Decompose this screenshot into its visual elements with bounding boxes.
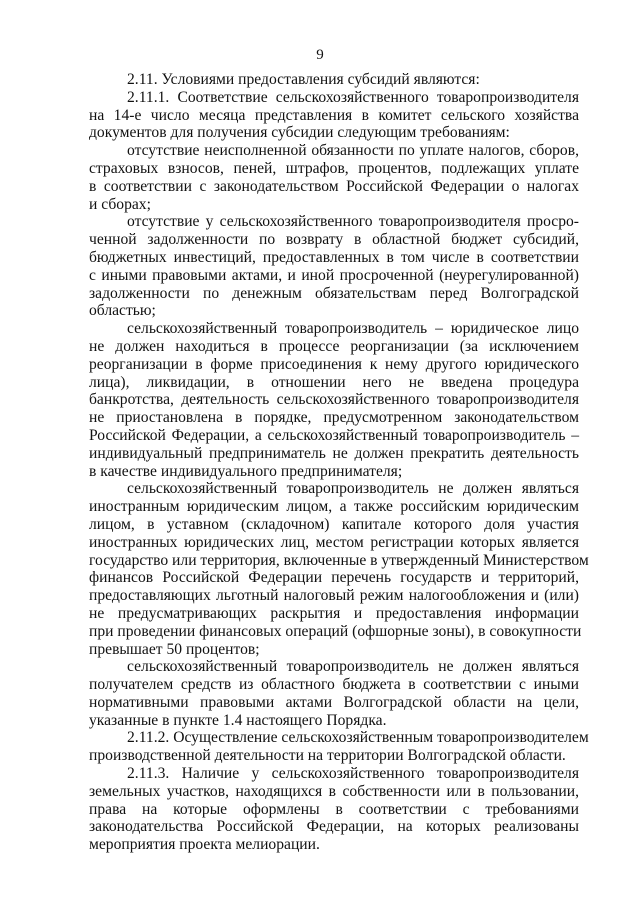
text-line: сельскохозяйственный товаропроизводитель – юридическое лицо bbox=[127, 320, 579, 338]
text-line: банкротства, деятельность сельскохозяйственного товаропроизводителя bbox=[89, 391, 579, 409]
text-line: 2.11.2. Осуществление сельскохозяйственным товаропроизводителем bbox=[127, 729, 589, 747]
text-line: с иными правовыми актами, и иной просроченной (неурегулированной) bbox=[89, 266, 579, 284]
text-line: лица), ликвидации, в отношении него не введена процедура bbox=[89, 373, 579, 391]
text-line: сельскохозяйственный товаропроизводитель не должен являться bbox=[127, 480, 579, 498]
text-line: превышает 50 процентов; bbox=[89, 640, 260, 658]
text-line: при проведении финансовых операций (офшорные зоны), в совокупности bbox=[89, 622, 582, 640]
document-body bbox=[89, 71, 589, 854]
text-line: документов для получения субсидии следующим требованиям: bbox=[89, 124, 510, 142]
text-line: производственной деятельности на территории Волгоградской области. bbox=[89, 747, 566, 765]
text-line: на 14-е число месяца представления в комитет сельского хозяйства bbox=[89, 106, 579, 124]
text-line: отсутствие неисполненной обязанности по уплате налогов, сборов, bbox=[127, 142, 579, 160]
text-line: лицом, в уставном (складочном) капитале которого доля участия bbox=[89, 515, 579, 533]
text-line: получателем средств из областного бюджета в соответствии с иными bbox=[89, 676, 579, 694]
text-line: земельных участков, находящихся в собственности или в пользовании, bbox=[89, 782, 579, 800]
text-line: финансов Российской Федерации перечень государств и территорий, bbox=[89, 569, 579, 587]
text-line: законодательства Российской Федерации, на которых реализованы bbox=[89, 818, 579, 836]
text-line: государство или территория, включенные в утвержденный Министерством bbox=[89, 551, 589, 569]
text-line: Российской Федерации, а сельскохозяйственный товаропроизводитель – bbox=[89, 426, 579, 444]
text-line: сельскохозяйственный товаропроизводитель не должен являться bbox=[127, 658, 579, 676]
text-line: индивидуальный предприниматель не должен прекратить деятельность bbox=[89, 444, 579, 462]
text-line: нормативными правовыми актами Волгоградской области на цели, bbox=[89, 693, 579, 711]
text-line: реорганизации в форме присоединения к нему другого юридического bbox=[89, 355, 579, 373]
text-line: указанные в пункте 1.4 настоящего Порядка. bbox=[89, 711, 387, 729]
text-line: мероприятия проекта мелиорации. bbox=[89, 836, 320, 854]
text-line: иностранных юридических лиц, местом регистрации которых является bbox=[89, 533, 579, 551]
text-line: ченной задолженности по возврату в областной бюджет субсидий, bbox=[89, 231, 579, 249]
text-line: страховых взносов, пеней, штрафов, процентов, подлежащих уплате bbox=[89, 159, 579, 177]
text-line: не приостановлена в порядке, предусмотренном законодательством bbox=[89, 409, 579, 427]
text-line: бюджетных инвестиций, предоставленных в том числе в соответствии bbox=[89, 248, 579, 266]
text-line: не предусматривающих раскрытия и предоставления информации bbox=[89, 604, 579, 622]
text-line: 2.11. Условиями предоставления субсидий являются: bbox=[127, 71, 480, 88]
text-line: 2.11.3. Наличие у сельскохозяйственного товаропроизводителя bbox=[127, 765, 579, 783]
text-line: в соответствии с законодательством Российской Федерации о налогах bbox=[89, 177, 579, 195]
text-line: отсутствие у сельскохозяйственного товаропроизводителя просро- bbox=[127, 213, 579, 231]
text-line: 2.11.1. Соответствие сельскохозяйственного товаропроизводителя bbox=[127, 88, 579, 106]
text-line: права на которые оформлены в соответствии с требованиями bbox=[89, 800, 579, 818]
text-line: областью; bbox=[89, 302, 156, 320]
text-line: в качестве индивидуального предпринимателя; bbox=[89, 462, 403, 480]
text-line: предоставляющих льготный налоговый режим налогообложения и (или) bbox=[89, 587, 579, 605]
text-line: не должен находиться в процессе реорганизации (за исключением bbox=[89, 337, 579, 355]
page-number: 9 bbox=[316, 47, 324, 63]
text-line: и сборах; bbox=[89, 195, 151, 213]
text-line: иностранным юридическим лицом, а также российским юридическим bbox=[89, 498, 579, 516]
text-line: задолженности по денежным обязательствам перед Волгоградской bbox=[89, 284, 579, 302]
